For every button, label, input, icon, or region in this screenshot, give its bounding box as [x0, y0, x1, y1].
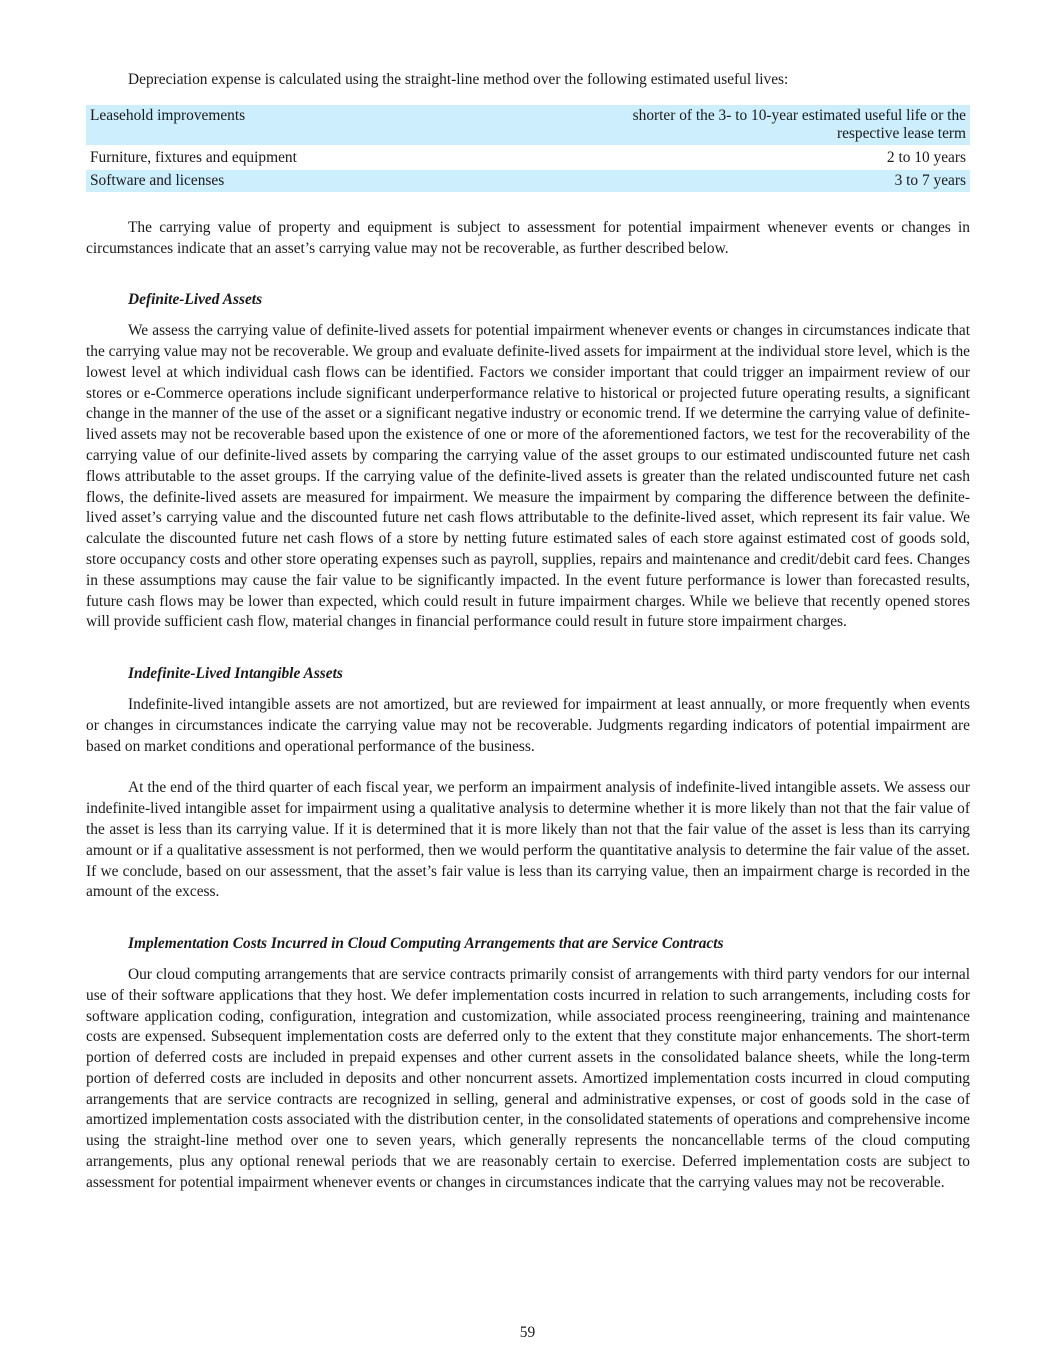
depreciation-intro: Depreciation expense is calculated using the straight-line method over the following estimated useful lives:: [128, 71, 789, 88]
definite-lived-paragraph: We assess the carrying value of definite-lived assets for potential impairment whenever events or changes in circumstances indicate that the carrying value may not be recoverable. We group and evaluate definite-lived assets for impairment at the individual store level, which is the lowest level at which individual cash flows can be identified. Factors we consider important that could trigger an impairment review of our stores or e-Commerce operations include significant underperformance relative to historical or projected future operating results, a significant change in the manner of the use of the asset or a significant negative industry or economic trend. If we determine the carrying value of definite-lived assets may not be recoverable based upon the existence of one or more of the aforementioned factors, we test for the recoverability of the carrying value of our definite-lived assets by comparing the carrying value of the asset groups to our estimated undiscounted future net cash flows attributable to the asset groups. If the carrying value of the definite-lived assets is greater than the related undiscounted future net cash flows, the definite-lived assets are measured for impairment. We measure the impairment by comparing the difference between the definite-lived asset’s carrying value and the discounted future net cash flows attributable to the definite-lived asset, which represent its fair value. We calculate the discounted future net cash flows of a store by netting future estimated sales of each store against estimated cost of goods sold, store occupancy costs and other store operating expenses such as payroll, supplies, repairs and maintenance and credit/debit card fees. Changes in these assumptions may cause the fair value to be significantly impacted. In the event future performance is lower than forecasted results, future cash flows may be lower than expected, which could result in future impairment charges. While we believe that recently opened stores will provide sufficient cash flow, material changes in financial performance could result in future store impairment charges.: [86, 322, 970, 631]
cloud-computing-heading: Implementation Costs Incurred in Cloud Computing Arrangements that are Service Contracts: [128, 935, 724, 953]
useful-life-line: shorter of the 3- to 10-year estimated useful life or the: [632, 106, 966, 124]
asset-label: Leasehold improvements: [86, 105, 514, 145]
asset-label: Software and licenses: [86, 170, 514, 192]
indefinite-lived-heading: Indefinite-Lived Intangible Assets: [128, 665, 343, 683]
cloud-computing-paragraph: Our cloud computing arrangements that are service contracts primarily consist of arrangements with third party vendors for our internal use of their software applications that they host. We defer implementation costs incurred in relation to such arrangements, including costs for software application coding, configuration, integration and customization, while associated process reengineering, training and maintenance costs are expensed. Subsequent implementation costs are deferred only to the extent that they constitute major enhancements. The short-term portion of deferred costs are included in prepaid expenses and other current assets in the consolidated balance sheets, while the long-term portion of deferred costs are included in deposits and other noncurrent assets. Amortized implementation costs incurred in cloud computing arrangements that are service contracts are recognized in selling, general and administrative expenses, or cost of goods sold in the case of amortized implementation costs associated with the distribution center, in the consolidated statements of operations and comprehensive income using the straight-line method over one to seven years, which generally represents the noncancellable terms of the cloud computing arrangements, plus any optional renewal periods that we are reasonably certain to exercise. Deferred implementation costs are subject to assessment for potential impairment whenever events or changes in circumstances indicate that the carrying values may not be recoverable.: [86, 965, 970, 1191]
useful-life-value: 2 to 10 years: [886, 148, 966, 166]
useful-life-value: [514, 105, 970, 145]
table-row: [86, 147, 970, 169]
useful-lives-table: [86, 103, 970, 194]
indefinite-lived-paragraph-2: At the end of the third quarter of each fiscal year, we perform an impairment analysis of indefinite-lived intangible assets. We assess our indefinite-lived intangible asset for impairment using a qualitative analysis to determine whether it is more likely than not that the fair value of the asset is less than its carrying value. If it is determined that it is more likely than not that the fair value of the asset is less than its carrying amount or if a qualitative assessment is not performed, then we would perform the quantitative analysis to determine the fair value of the asset. If we conclude, based on our assessment, that the asset’s fair value is less than its carrying value, then an impairment charge is recorded in the amount of the excess.: [86, 779, 970, 901]
table-row: [86, 170, 970, 192]
useful-life-value: 3 to 7 years: [514, 170, 970, 192]
carrying-value-paragraph: The carrying value of property and equipment is subject to assessment for potential impairment whenever events or changes in circumstances indicate that an asset’s carrying value may not be recoverable, as further described below.: [86, 218, 970, 257]
indefinite-lived-paragraph-1: Indefinite-lived intangible assets are not amortized, but are reviewed for impairment at least annually, or more frequently when events or changes in circumstances indicate the carrying value may not be recoverable. Judgments regarding indicators of potential impairment are based on market conditions and operational performance of the business.: [86, 695, 970, 755]
definite-lived-heading: Definite-Lived Assets: [128, 291, 263, 309]
document-page: [86, 70, 970, 1194]
page-number: 59: [519, 1324, 536, 1341]
asset-label: Furniture, fixtures and equipment: [90, 148, 297, 166]
table-row: [86, 105, 970, 145]
useful-life-line: respective lease term: [836, 125, 966, 143]
